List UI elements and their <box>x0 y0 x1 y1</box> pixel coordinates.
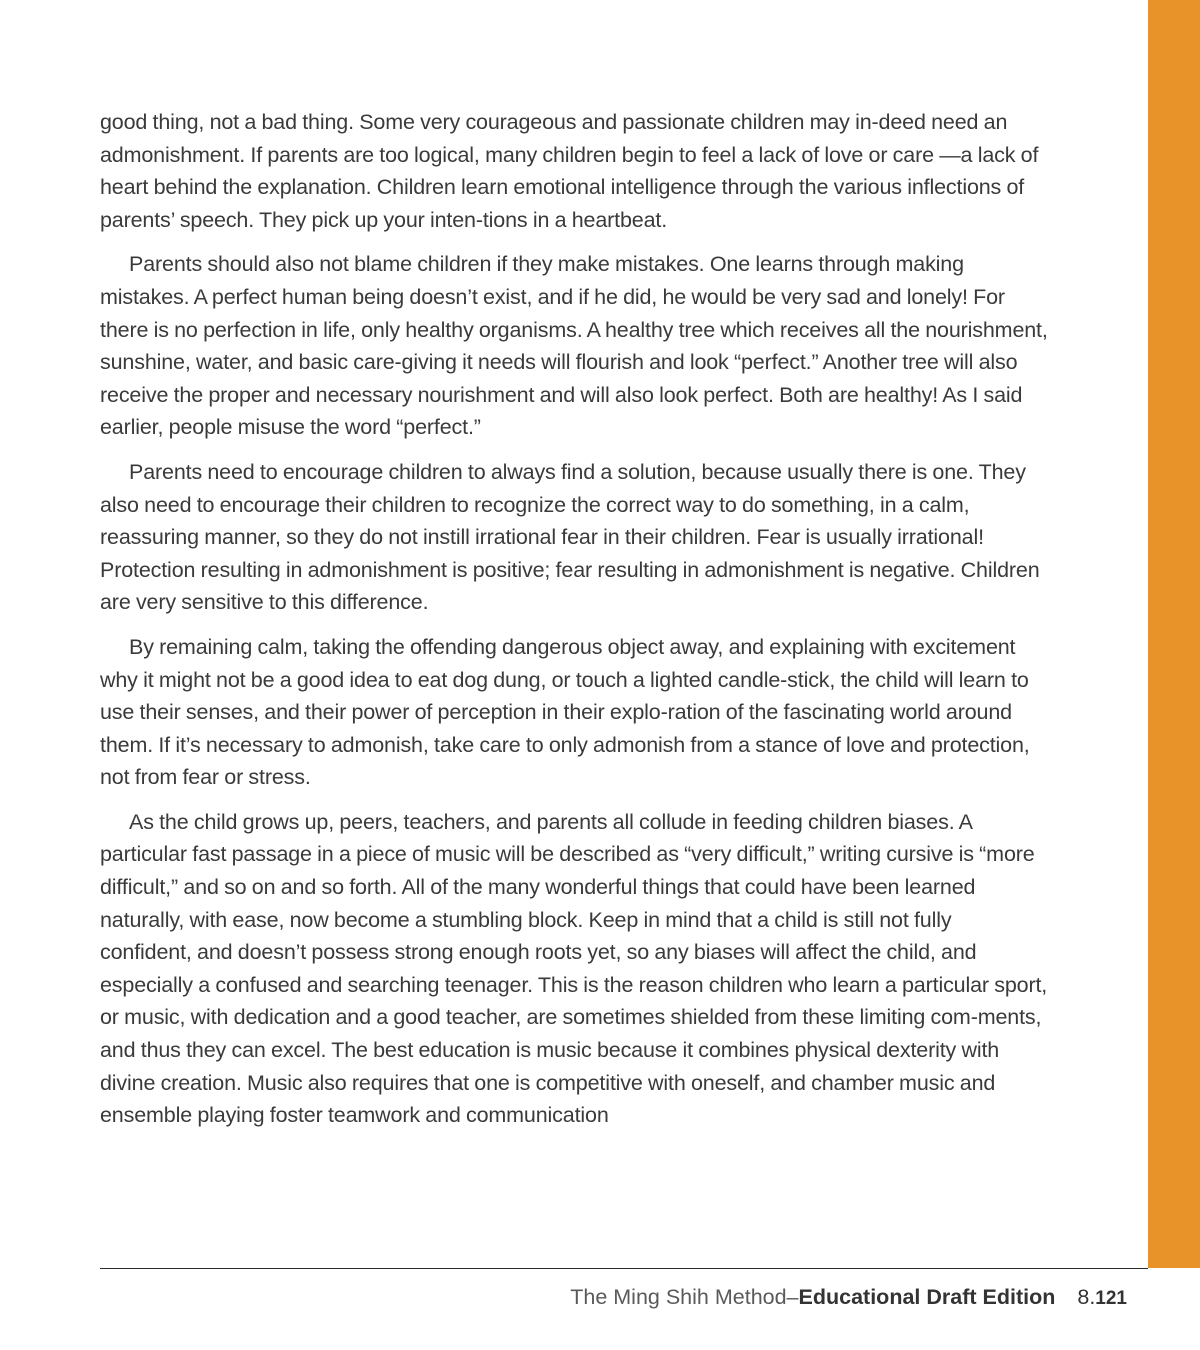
paragraph-blame-mistakes: Parents should also not blame children if they make mistakes. One learns through making mistakes. A perfect human being doesn’t exist, and if he did, he would be very sad and lonely! For there is no perfection in life, only healthy organisms. A healthy tree which receives all the nourishment, sunshine, water, and basic care-giving it needs will flourish and look “perfect.” Another tree will also receive the proper and necessary nourishment and will also look perfect. Both are healthy! As I said earlier, people misuse the word “perfect.” <box>100 252 1048 440</box>
footer-page: 121 <box>1095 1288 1127 1309</box>
footer-rule <box>100 1268 1148 1269</box>
paragraph-child-grows-up: As the child grows up, peers, teachers, and parents all collude in feeding children biases. A particular fast passage in a piece of music will be described as “very difficult,” writing cursive is “more difficult,” and so on and so forth. All of the many wonderful things that could have been learned naturally, with ease, now become a stumbling block. Keep in mind that a child is still not fully confident, and doesn’t possess strong enough roots yet, so any biases will affect the child, and especially a confused and searching teenager. This is the reason children who learn a particular sport, or music, with dedication and a good teacher, are sometimes shielded from these limiting com-ments, and thus they can excel. The best education is music because it combines physical dexterity with divine creation. Music also requires that one is competitive with oneself, and chamber music and ensemble playing foster teamwork and communication <box>100 809 1048 1128</box>
footer-chapter: 8. <box>1077 1285 1096 1309</box>
page-body-text <box>100 106 1048 1144</box>
footer-edition: Educational Draft Edition <box>798 1285 1056 1309</box>
paragraph-continued: good thing, not a bad thing. Some very courageous and passionate children may in-deed need an admonishment. If parents are too logical, many children begin to feel a lack of love or care —a lack of heart behind the explanation. Children learn emotional intelligence through the various inflections of parents’ speech. They pick up your inten-tions in a heartbeat. <box>100 110 1039 232</box>
page-footer <box>100 1281 1127 1315</box>
orange-side-bar <box>1148 0 1200 1268</box>
paragraph-remaining-calm: By remaining calm, taking the offending dangerous object away, and explaining with excitement why it might not be a good idea to eat dog dung, or touch a lighted candle-stick, the child will learn to use their senses, and their power of perception in their explo-ration of the fascinating world around them. If it’s necessary to admonish, take care to only admonish from a stance of love and protection, not from fear or stress. <box>100 634 1030 790</box>
footer-page-number <box>1077 1285 1127 1309</box>
paragraph-find-solution: Parents need to encourage children to always find a solution, because usually there is one. They also need to encourage their children to recognize the correct way to do something, in a calm, reassuring manner, so they do not instill irrational fear in their children. Fear is usually irrational! Protection resulting in admonishment is positive; fear resulting in admonishment is negative. Children are very sensitive to this difference. <box>100 459 1040 615</box>
footer-book-title: The Ming Shih Method– <box>570 1285 799 1309</box>
